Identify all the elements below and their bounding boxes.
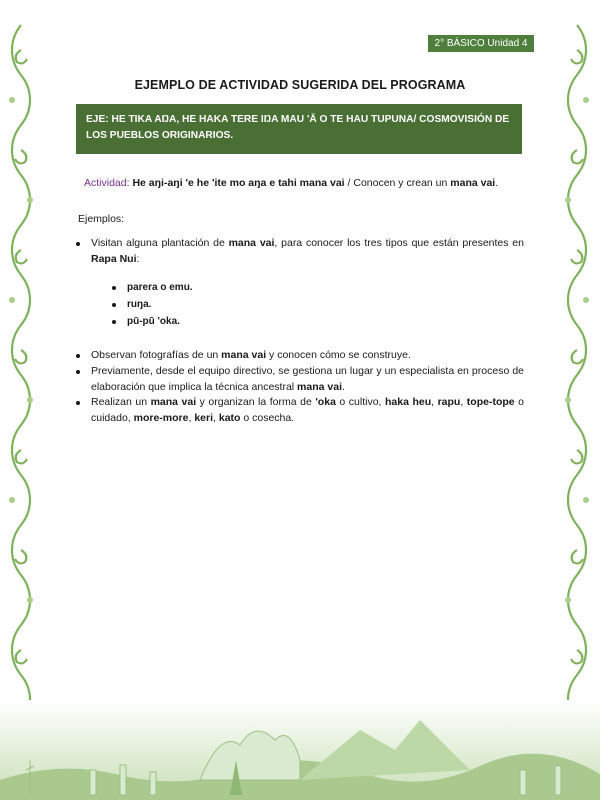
list-item-4: Realizan un mana vai y organizan la forma de 'oka o cultivo, haka heu, rapu, tope-tope o cuidado, more-more, keri, kato o cosecha.	[76, 395, 524, 426]
actividad-end: .	[495, 177, 499, 189]
bullet-icon	[112, 286, 116, 290]
list-item-3: Previamente, desde el equipo directivo, se gestiona un lugar y un especialista en proceso de elaboración que implica la técnica ancestral mana vai.	[76, 364, 524, 395]
grade-unit-badge: 2° BÁSICO Unidad 4	[428, 35, 534, 52]
ejemplos-label: Ejemplos:	[78, 213, 125, 225]
decorative-border-right	[560, 20, 594, 720]
decorative-border-left	[4, 20, 38, 720]
page-title: EJEMPLO DE ACTIVIDAD SUGERIDA DEL PROGRAMA	[134, 78, 466, 92]
actividad-rapanui: He aŋi-aŋi 'e he 'ite mo aŋa e tahi mana vai	[132, 177, 345, 189]
eje-box	[76, 104, 522, 154]
bullet-icon	[76, 401, 80, 405]
sub-item: parera o emu.	[112, 279, 193, 296]
sub-item: ruŋa.	[112, 296, 193, 313]
list-item-2: Observan fotografías de un mana vai y conocen cómo se construye.	[76, 348, 524, 364]
bullet-icon	[76, 242, 80, 246]
bullet-icon	[112, 320, 116, 324]
bullet-icon	[76, 354, 80, 358]
footer-landscape-illustration	[0, 700, 600, 800]
sub-item: pū-pū 'oka.	[112, 313, 193, 330]
actividad-line	[84, 177, 498, 189]
actividad-sep: / Conocen y crean un	[344, 177, 451, 189]
actividad-label: Actividad	[84, 177, 127, 189]
eje-text: EJE: HE TIKA AŊA, HE HAKA TERE IŊA MAU 'Ā O TE HAU TUPUNA/ COSMOVISIÓN DE LOS PUEBLOS ORIGINARIOS.	[86, 114, 510, 141]
bullet-icon	[112, 303, 116, 307]
bullet-icon	[76, 370, 80, 374]
actividad-colon: :	[126, 177, 130, 189]
list-item-1: Visitan alguna plantación de mana vai, para conocer los tres tipos que están presentes en Rapa Nui:	[76, 236, 524, 267]
actividad-spanish-bold: mana vai	[450, 177, 496, 189]
sub-list	[112, 279, 193, 330]
